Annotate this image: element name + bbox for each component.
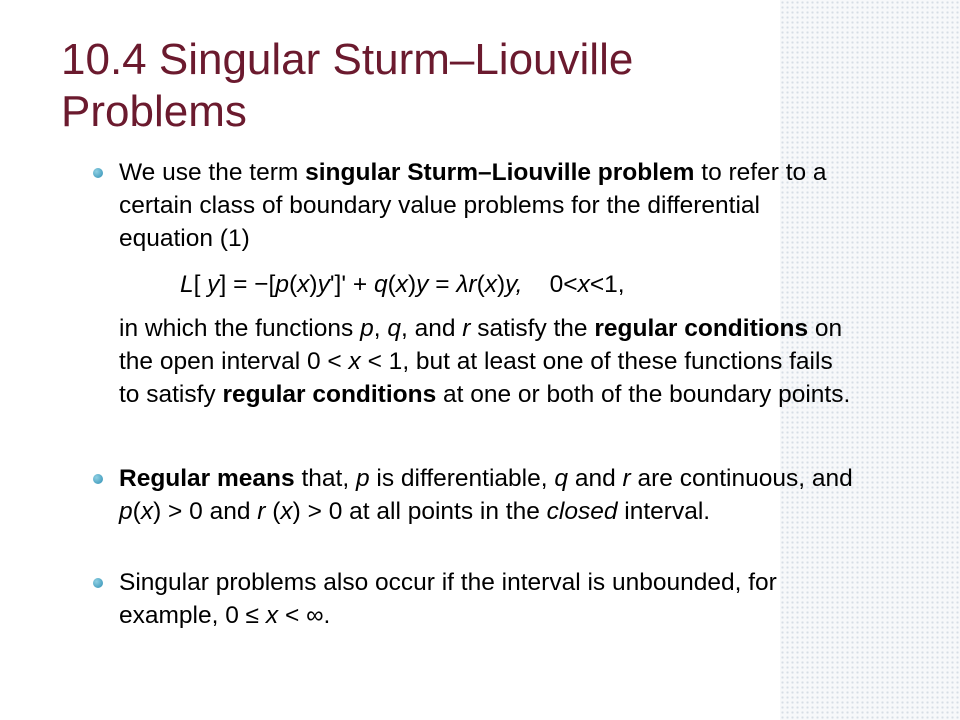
text-span: interval.: [617, 498, 711, 525]
text-span: is differentiable,: [369, 465, 555, 492]
eq-var: y: [207, 271, 220, 298]
eq-var: y: [317, 271, 330, 298]
eq-var: q: [373, 271, 388, 298]
text-span: < 1, but at least one of these functions fails to satisfy: [119, 348, 833, 408]
eq-var: λr: [456, 271, 477, 298]
bold-term: regular conditions: [594, 315, 809, 342]
bullet-3-text: [119, 566, 859, 632]
text-span: ,: [373, 315, 388, 342]
text-span: in which the functions: [119, 315, 361, 342]
continuation-text: [119, 312, 859, 411]
text-span: ) > 0 and: [153, 498, 258, 525]
text-span: , and: [400, 315, 463, 342]
text-span: to refer to a certain class of boundary value problems for the differential equation (1): [119, 159, 827, 252]
text-span: that,: [294, 465, 356, 492]
var: p: [360, 315, 374, 342]
eq-text: [: [193, 271, 208, 298]
eq-text: <1,: [589, 271, 625, 298]
text-span: at one or both of the boundary points.: [436, 381, 851, 408]
eq-text: ): [309, 271, 318, 298]
bold-term: regular conditions: [222, 381, 437, 408]
eq-var: y: [416, 271, 429, 298]
eq-text: ] = −[: [219, 271, 276, 298]
eq-text: ): [496, 271, 506, 298]
var: r: [462, 315, 471, 342]
eq-var: L: [180, 271, 194, 298]
eq-text: ']' +: [329, 271, 374, 298]
bullet-1-icon: [93, 168, 103, 178]
bullet-3-icon: [93, 578, 103, 588]
var: p: [119, 498, 133, 525]
text-span: are continuous, and: [630, 465, 853, 492]
eq-text: =: [428, 271, 457, 298]
eq-text: (: [476, 271, 485, 298]
eq-text: ): [408, 271, 417, 298]
eq-text: (: [387, 271, 396, 298]
eq-var: p: [275, 271, 289, 298]
eq-text: (: [289, 271, 298, 298]
bullet-2-icon: [93, 474, 103, 484]
var: p: [355, 465, 370, 492]
var: r: [257, 498, 266, 525]
text-span: satisfy the: [470, 315, 595, 342]
eq-var: x: [297, 271, 310, 298]
text-span: (: [132, 498, 141, 525]
eq-var: y,: [505, 271, 523, 298]
var: r: [622, 465, 631, 492]
slide-title: 10.4 Singular Sturm–Liouville Problems: [61, 35, 634, 136]
var: x: [280, 498, 293, 525]
text-span: Singular problems also occur if the interval is unbounded, for example, 0 ≤: [119, 569, 777, 629]
var: x: [140, 498, 154, 525]
bullet-1-text: [119, 156, 859, 255]
text-span: ) > 0 at all points in the: [292, 498, 547, 525]
var: q: [387, 315, 401, 342]
text-span: on the open interval 0 <: [119, 315, 843, 375]
text-span: (: [265, 498, 281, 525]
bold-term: Regular means: [119, 465, 295, 492]
text-span: < ∞.: [278, 602, 331, 629]
var: x: [265, 602, 279, 629]
text-span: We use the term: [119, 159, 306, 186]
eq-var: x: [577, 271, 590, 298]
var: x: [348, 348, 361, 375]
eq-text: 0<: [522, 271, 578, 298]
italic-word: closed: [546, 498, 618, 525]
bold-term: singular Sturm–Liouville problem: [305, 159, 695, 186]
eq-var: x: [484, 271, 497, 298]
text-span: and: [568, 465, 623, 492]
eq-var: x: [395, 271, 408, 298]
equation: [180, 268, 625, 301]
bullet-2-text: [119, 462, 859, 528]
var: q: [554, 465, 569, 492]
